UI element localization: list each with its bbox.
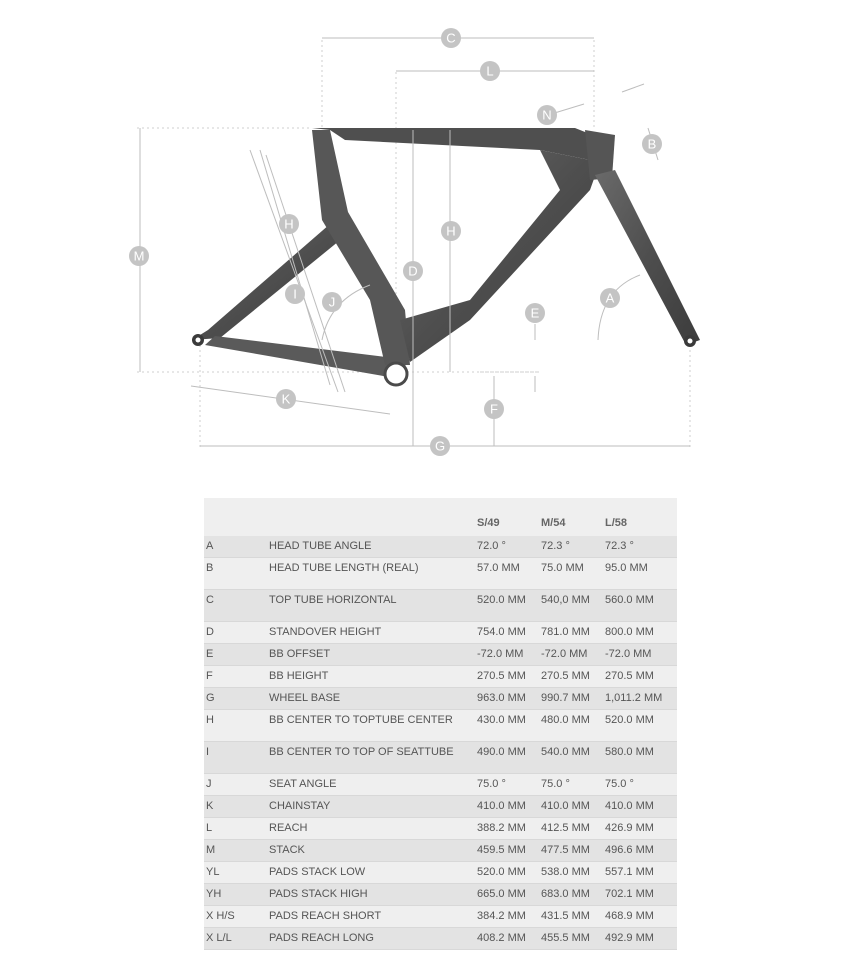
svg-text:I: I	[293, 286, 297, 302]
badge-l	[480, 61, 500, 81]
badge-b	[642, 134, 662, 154]
row-code: D	[206, 626, 214, 638]
row-size-l: 468.9 MM	[605, 910, 654, 922]
row-name: BB CENTER TO TOPTUBE CENTER	[269, 714, 453, 726]
badge-d	[403, 261, 423, 281]
row-size-m: 538.0 MM	[541, 866, 590, 878]
table-row	[204, 688, 677, 710]
row-size-s: 520.0 MM	[477, 866, 526, 878]
row-size-s: 408.2 MM	[477, 932, 526, 944]
svg-text:L: L	[486, 63, 494, 79]
row-size-m: 477.5 MM	[541, 844, 590, 856]
badge-m	[129, 246, 149, 266]
row-size-l: 75.0 °	[605, 778, 634, 790]
row-size-s: -72.0 MM	[477, 648, 524, 660]
row-code: YH	[206, 888, 222, 900]
row-code: K	[206, 800, 214, 812]
row-name: BB OFFSET	[269, 648, 331, 660]
svg-text:B: B	[647, 136, 657, 152]
row-name: STANDOVER HEIGHT	[269, 626, 382, 638]
svg-text:E: E	[530, 305, 540, 321]
row-code: X H/S	[206, 910, 235, 922]
row-name: PADS REACH LONG	[269, 932, 374, 944]
row-code: X L/L	[206, 932, 232, 944]
table-row	[204, 796, 677, 818]
row-size-l: 702.1 MM	[605, 888, 654, 900]
row-size-l: 496.6 MM	[605, 844, 654, 856]
row-size-m: 540.0 MM	[541, 746, 590, 758]
row-name: CHAINSTAY	[269, 800, 331, 812]
row-name: HEAD TUBE LENGTH (REAL)	[269, 562, 419, 574]
table-row	[204, 928, 677, 950]
row-size-s: 963.0 MM	[477, 692, 526, 704]
row-name: WHEEL BASE	[269, 692, 341, 704]
row-size-s: 270.5 MM	[477, 670, 526, 682]
row-size-l: 72.3 °	[605, 540, 634, 552]
row-size-l: 492.9 MM	[605, 932, 654, 944]
bike-frame	[192, 128, 700, 385]
row-size-m: 75.0 MM	[541, 562, 584, 574]
row-name: BB CENTER TO TOP OF SEATTUBE	[269, 746, 454, 758]
row-size-l: 580.0 MM	[605, 746, 654, 758]
svg-text:G: G	[434, 438, 446, 454]
row-name: PADS STACK LOW	[269, 866, 366, 878]
row-size-l: 520.0 MM	[605, 714, 654, 726]
row-size-s: 57.0 MM	[477, 562, 520, 574]
row-size-s: 430.0 MM	[477, 714, 526, 726]
row-code: I	[206, 746, 210, 758]
row-size-s: 410.0 MM	[477, 800, 526, 812]
row-size-l: 426.9 MM	[605, 822, 654, 834]
table-row	[204, 742, 677, 774]
row-name: TOP TUBE HORIZONTAL	[269, 594, 397, 606]
row-size-m: 480.0 MM	[541, 714, 590, 726]
row-size-m: 270.5 MM	[541, 670, 590, 682]
table-body	[204, 536, 677, 950]
row-size-m: 455.5 MM	[541, 932, 590, 944]
row-code: B	[206, 562, 214, 574]
row-size-s: 388.2 MM	[477, 822, 526, 834]
dimension-lines	[140, 38, 690, 446]
row-size-m: 412.5 MM	[541, 822, 590, 834]
row-size-l: 800.0 MM	[605, 626, 654, 638]
svg-text:C: C	[446, 30, 456, 46]
svg-text:K: K	[281, 391, 291, 407]
table-row	[204, 536, 677, 558]
table-row	[204, 774, 677, 796]
row-code: H	[206, 714, 214, 726]
badge-a	[600, 288, 620, 308]
table-row	[204, 710, 677, 742]
row-size-m: 75.0 °	[541, 778, 570, 790]
row-size-s: 665.0 MM	[477, 888, 526, 900]
row-size-s: 384.2 MM	[477, 910, 526, 922]
row-size-s: 490.0 MM	[477, 746, 526, 758]
row-code: G	[206, 692, 215, 704]
table-row	[204, 666, 677, 688]
row-name: PADS REACH SHORT	[269, 910, 382, 922]
row-size-s: 459.5 MM	[477, 844, 526, 856]
row-code: E	[206, 648, 214, 660]
badge-g	[430, 436, 450, 456]
svg-text:A: A	[605, 290, 615, 306]
row-size-l: 410.0 MM	[605, 800, 654, 812]
row-size-l: 560.0 MM	[605, 594, 654, 606]
row-size-m: 990.7 MM	[541, 692, 590, 704]
svg-text:F: F	[490, 401, 498, 417]
header-size-s: S/49	[477, 517, 500, 529]
row-size-m: 540,0 MM	[541, 594, 590, 606]
badge-h-right	[441, 221, 461, 241]
row-size-m: 72.3 °	[541, 540, 570, 552]
badge-h-left	[279, 214, 299, 234]
row-code: F	[206, 670, 213, 682]
badge-f	[484, 399, 504, 419]
svg-text:H: H	[284, 216, 294, 232]
row-size-l: 270.5 MM	[605, 670, 654, 682]
row-size-l: 1,011.2 MM	[605, 692, 663, 704]
row-size-s: 72.0 °	[477, 540, 506, 552]
row-name: PADS STACK HIGH	[269, 888, 368, 900]
table-row	[204, 590, 677, 622]
badge-j	[322, 292, 342, 312]
row-size-m: 683.0 MM	[541, 888, 590, 900]
badge-e	[525, 303, 545, 323]
row-size-l: -72.0 MM	[605, 648, 652, 660]
badge-i	[285, 284, 305, 304]
table-row	[204, 622, 677, 644]
table-row	[204, 884, 677, 906]
row-name: SEAT ANGLE	[269, 778, 337, 790]
row-size-l: 557.1 MM	[605, 866, 654, 878]
row-size-l: 95.0 MM	[605, 562, 648, 574]
badge-n	[537, 105, 557, 125]
row-name: REACH	[269, 822, 308, 834]
table-row	[204, 644, 677, 666]
row-code: J	[206, 778, 212, 790]
geometry-table	[204, 498, 677, 950]
header-size-l: L/58	[605, 517, 628, 529]
row-code: A	[206, 540, 214, 552]
frame-geometry-diagram	[0, 0, 859, 470]
badge-k	[276, 389, 296, 409]
svg-text:H: H	[446, 223, 456, 239]
table-row	[204, 862, 677, 884]
row-size-m: 781.0 MM	[541, 626, 590, 638]
row-name: STACK	[269, 844, 305, 856]
row-size-m: 410.0 MM	[541, 800, 590, 812]
row-code: L	[206, 822, 213, 834]
svg-text:D: D	[408, 263, 418, 279]
row-code: YL	[206, 866, 220, 878]
row-name: HEAD TUBE ANGLE	[269, 540, 372, 552]
table-row	[204, 818, 677, 840]
table-row	[204, 840, 677, 862]
row-name: BB HEIGHT	[269, 670, 329, 682]
table-row	[204, 906, 677, 928]
row-code: M	[206, 844, 216, 856]
table-row	[204, 558, 677, 590]
row-size-m: -72.0 MM	[541, 648, 588, 660]
svg-text:M: M	[133, 248, 145, 264]
row-code: C	[206, 594, 214, 606]
row-size-s: 520.0 MM	[477, 594, 526, 606]
header-size-m: M/54	[541, 517, 566, 529]
badge-c	[441, 28, 461, 48]
row-size-m: 431.5 MM	[541, 910, 590, 922]
table-header	[204, 498, 677, 536]
row-size-s: 754.0 MM	[477, 626, 526, 638]
row-size-s: 75.0 °	[477, 778, 506, 790]
svg-text:N: N	[542, 107, 552, 123]
svg-text:J: J	[328, 294, 336, 310]
